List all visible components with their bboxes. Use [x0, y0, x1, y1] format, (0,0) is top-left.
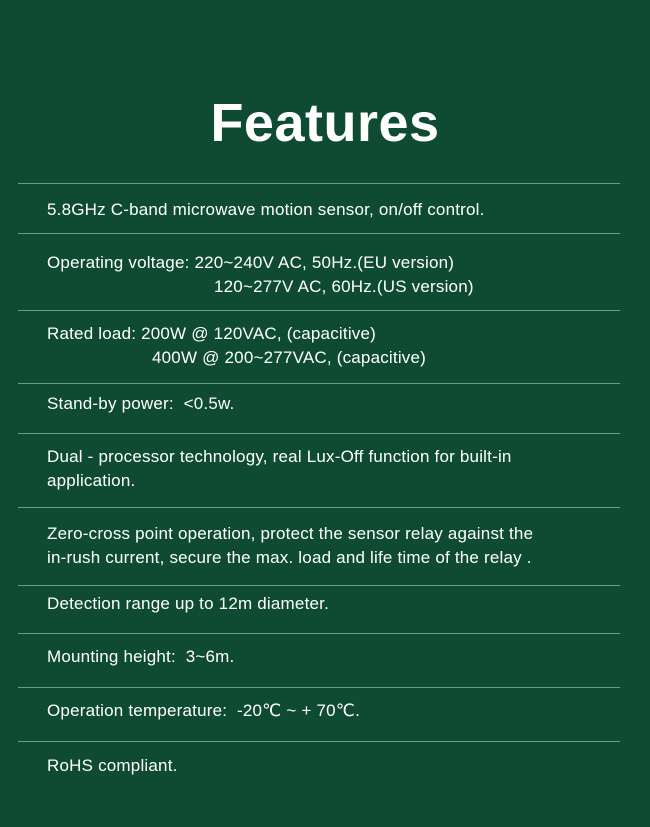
feature-item-sensor: 5.8GHz C-band microwave motion sensor, on/off control.	[47, 200, 485, 219]
feature-item-standby-power: Stand-by power: <0.5w.	[47, 394, 235, 413]
feature-item-rohs: RoHS compliant.	[47, 756, 178, 775]
section-divider	[18, 233, 620, 234]
feature-item-rated-load-line-2: 400W @ 200~277VAC, (capacitive)	[152, 348, 427, 367]
section-divider	[18, 585, 620, 586]
feature-item-mounting-height: Mounting height: 3~6m.	[47, 647, 235, 666]
feature-item-zero-cross-line-2: in-rush current, secure the max. load and life time of the relay .	[47, 548, 532, 567]
feature-item-operating-voltage-line-2: 120~277V AC, 60Hz.(US version)	[214, 277, 474, 296]
section-divider	[18, 741, 620, 742]
section-divider	[18, 507, 620, 508]
section-divider	[18, 633, 620, 634]
page-title: Features	[210, 93, 440, 154]
feature-item-operation-temperature: Operation temperature: -20℃ ~ + 70℃.	[47, 701, 361, 720]
feature-item-dual-processor-line-2: application.	[47, 471, 136, 490]
feature-item-operating-voltage-line-1: Operating voltage: 220~240V AC, 50Hz.(EU version)	[47, 253, 455, 272]
section-divider	[18, 183, 620, 184]
feature-item-zero-cross-line-1: Zero-cross point operation, protect the sensor relay against the	[47, 524, 534, 543]
section-divider	[18, 310, 620, 311]
section-divider	[18, 383, 620, 384]
feature-item-detection-range: Detection range up to 12m diameter.	[47, 594, 329, 613]
section-divider	[18, 687, 620, 688]
feature-item-rated-load-line-1: Rated load: 200W @ 120VAC, (capacitive)	[47, 324, 377, 343]
feature-item-dual-processor-line-1: Dual - processor technology, real Lux-Off function for built-in	[47, 447, 512, 466]
section-divider	[18, 433, 620, 434]
